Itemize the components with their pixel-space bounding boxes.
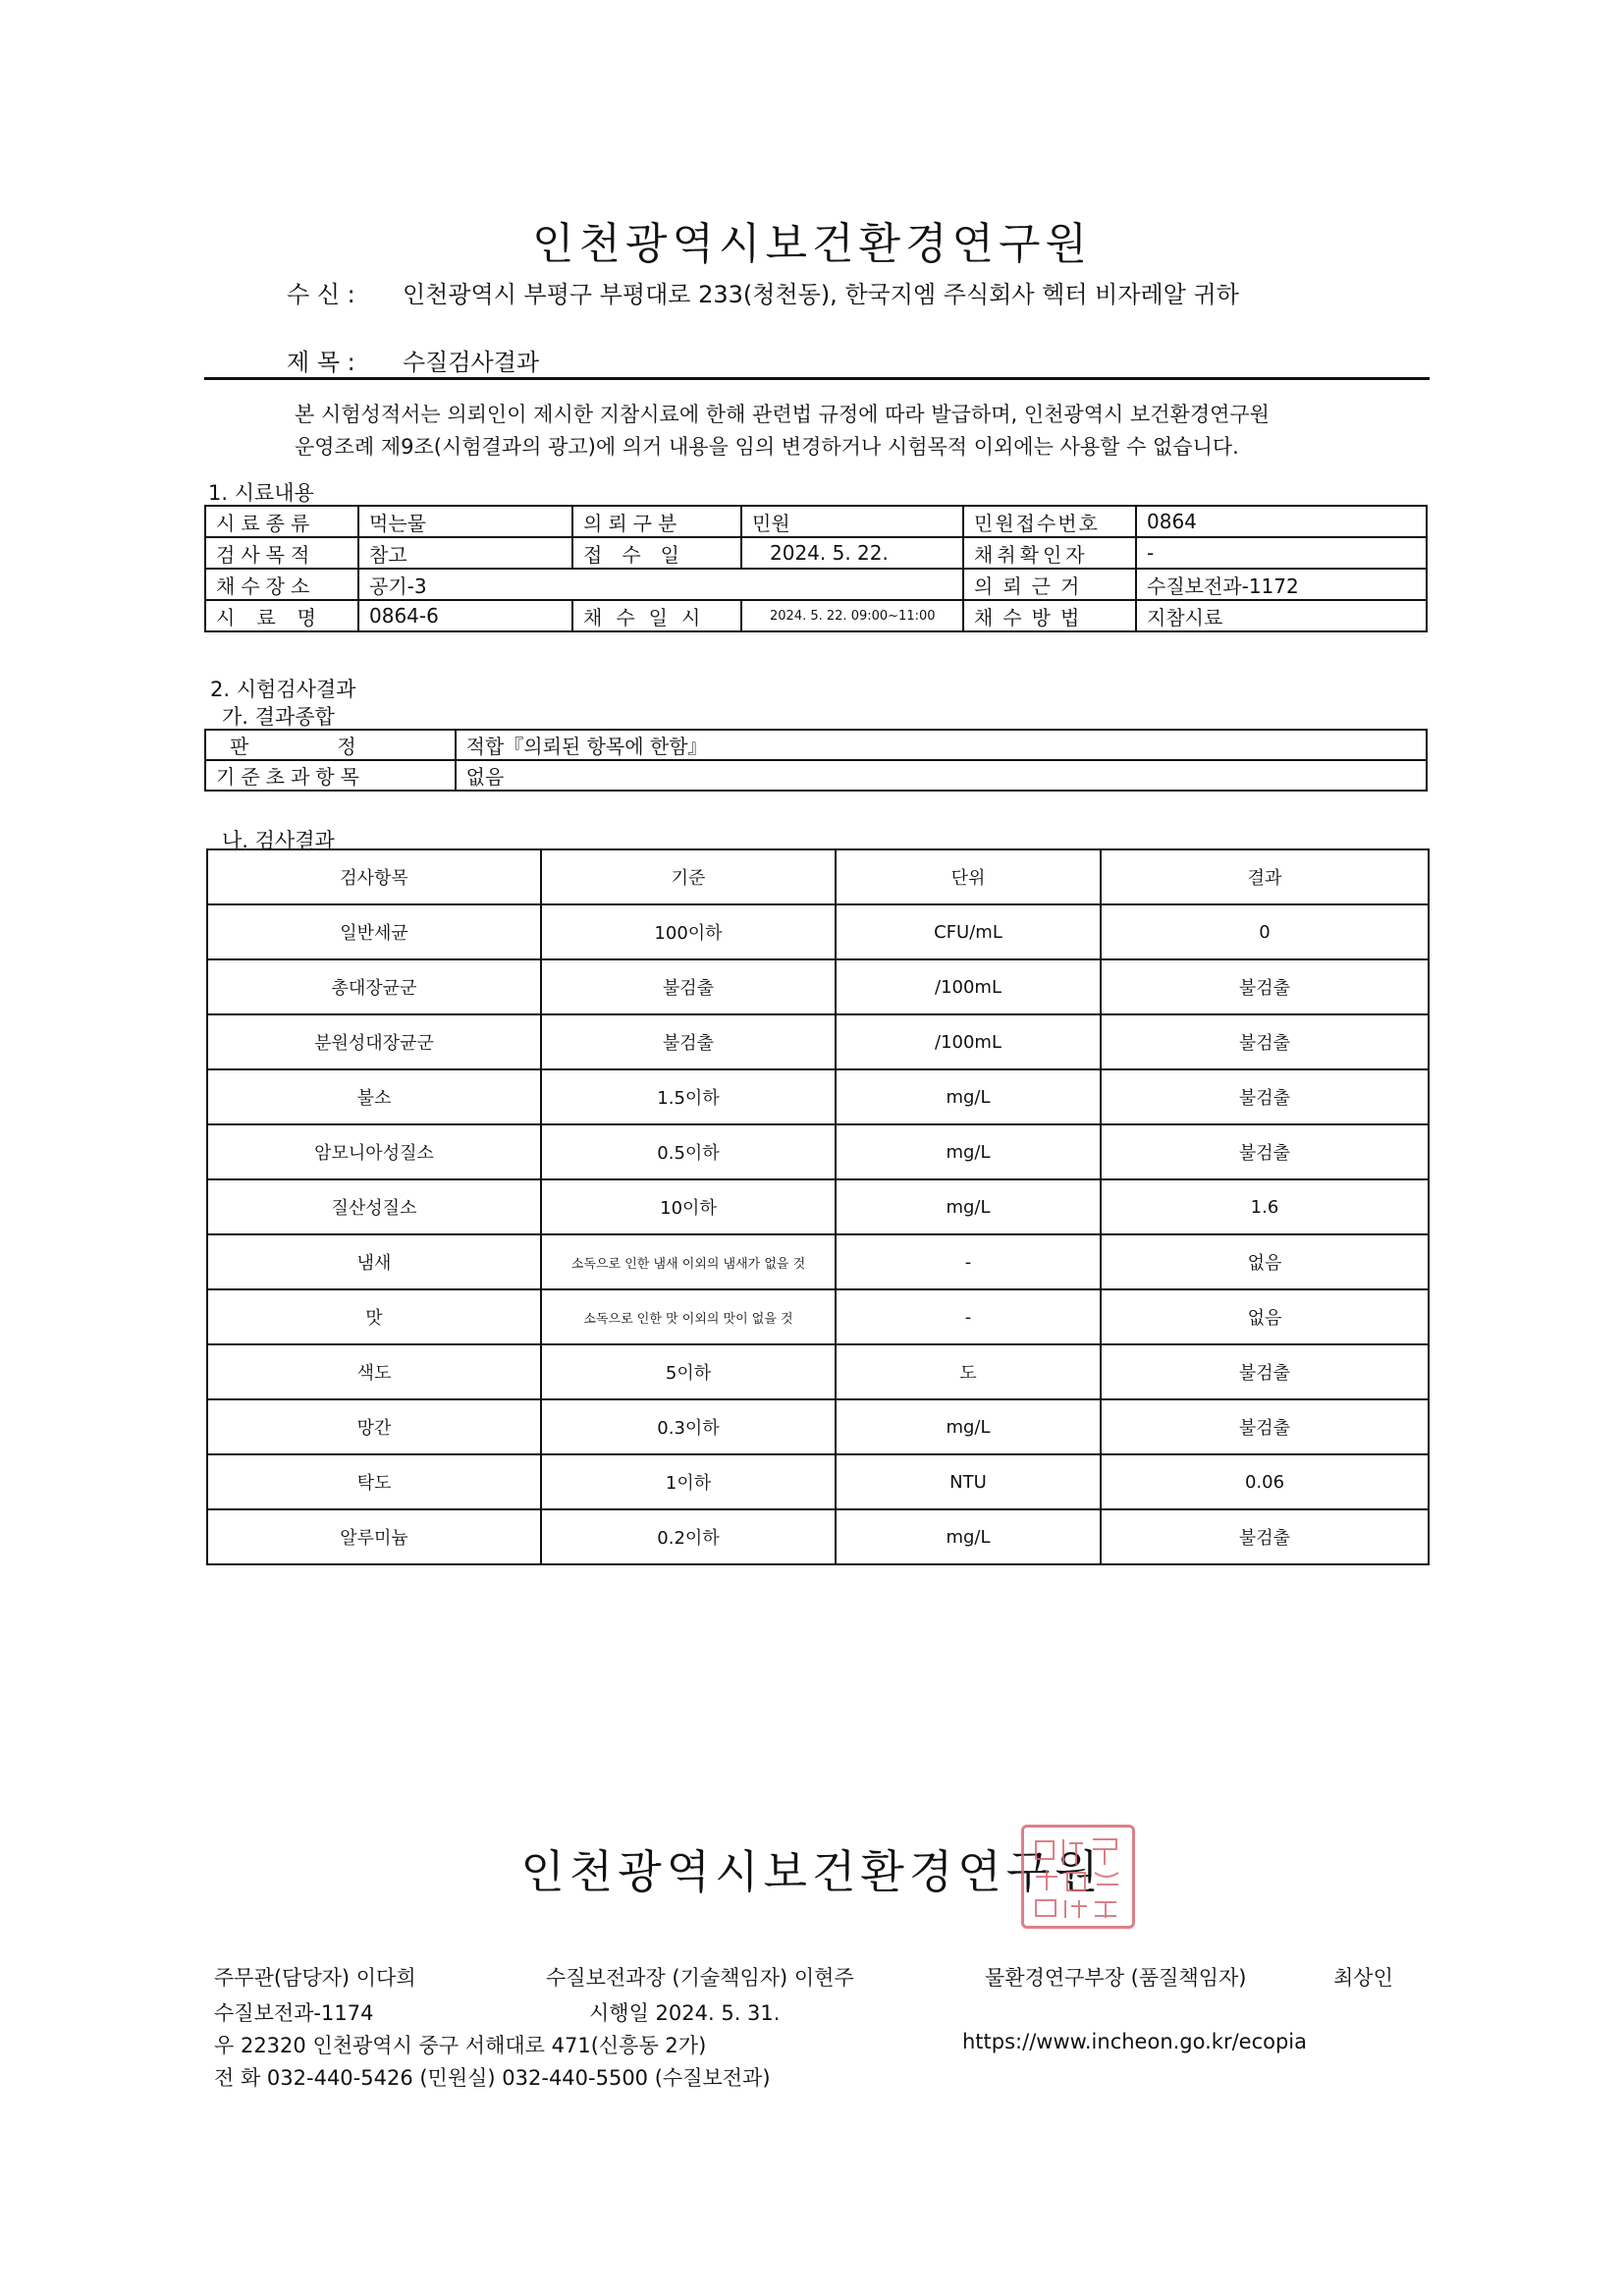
cell-item: 질산성질소 xyxy=(207,1179,541,1234)
cell-unit: - xyxy=(836,1234,1101,1289)
cell-item: 알루미늄 xyxy=(207,1509,541,1564)
summary-heading: 가. 결과종합 xyxy=(222,705,335,729)
cell-result: 없음 xyxy=(1101,1234,1429,1289)
cell-standard: 10이하 xyxy=(541,1179,836,1234)
footer-address: 우 22320 인천광역시 중구 서해대로 471(신흥동 2가) xyxy=(214,2034,707,2057)
cell-unit: /100mL xyxy=(836,959,1101,1014)
subject-value: 수질검사결과 xyxy=(403,349,540,376)
table-row xyxy=(207,1124,1429,1179)
cell-standard: 0.3이하 xyxy=(541,1399,836,1454)
cell-result: 1.6 xyxy=(1101,1179,1429,1234)
notice xyxy=(295,399,1434,464)
cell-result: 불검출 xyxy=(1101,1124,1429,1179)
footer-staff-2: 수질보전과장 (기술책임자) 이현주 xyxy=(546,1966,854,1990)
footer-docno: 수질보전과-1174 xyxy=(214,2001,374,2025)
table-row xyxy=(205,506,1427,537)
cell-result: 불검출 xyxy=(1101,1014,1429,1069)
table-row xyxy=(205,730,1427,760)
cell-label: 접수일 xyxy=(572,537,741,569)
cell-item: 냄새 xyxy=(207,1234,541,1289)
cell-label: 민원접수번호 xyxy=(963,506,1136,537)
table-row xyxy=(205,569,1427,600)
cell-label: 시료명 xyxy=(205,600,358,631)
table-row xyxy=(207,1399,1429,1454)
cell-unit: mg/L xyxy=(836,1179,1101,1234)
cell-standard: 100이하 xyxy=(541,904,836,959)
summary-value: 없음 xyxy=(456,760,1427,791)
footer-date: 시행일 2024. 5. 31. xyxy=(589,2001,781,2025)
table-row xyxy=(205,760,1427,791)
cell-item: 망간 xyxy=(207,1399,541,1454)
table-row xyxy=(207,1069,1429,1124)
cell-result: 불검출 xyxy=(1101,1344,1429,1399)
table-row xyxy=(207,959,1429,1014)
table-header-row xyxy=(207,849,1429,904)
cell-item: 색도 xyxy=(207,1344,541,1399)
cell-label: 의뢰구분 xyxy=(572,506,741,537)
results-heading: 나. 검사결과 xyxy=(222,829,335,852)
section1-heading: 1. 시료내용 xyxy=(208,481,314,505)
table-row xyxy=(207,1454,1429,1509)
cell-item: 불소 xyxy=(207,1069,541,1124)
summary-value: 적합『의뢰된 항목에 한함』 xyxy=(456,730,1427,760)
subject-divider xyxy=(204,377,1430,380)
column-header: 결과 xyxy=(1101,849,1429,904)
footer-url: https://www.incheon.go.kr/ecopia xyxy=(962,2030,1308,2053)
summary-label: 기준초과항목 xyxy=(205,760,456,791)
cell-value: 지참시료 xyxy=(1136,600,1427,631)
summary-label: 판정 xyxy=(205,730,456,760)
cell-item: 총대장균군 xyxy=(207,959,541,1014)
section2-heading: 2. 시험검사결과 xyxy=(210,678,356,701)
column-header: 기준 xyxy=(541,849,836,904)
issuer-name: 인천광역시보건환경연구원 xyxy=(520,1845,1104,1898)
cell-value: 공기-3 xyxy=(358,569,963,600)
cell-label: 채수장소 xyxy=(205,569,358,600)
cell-item: 일반세균 xyxy=(207,904,541,959)
cell-result: 0 xyxy=(1101,904,1429,959)
column-header: 검사항목 xyxy=(207,849,541,904)
cell-standard: 소독으로 인한 냄새 이외의 냄새가 없을 것 xyxy=(541,1234,836,1289)
results-table xyxy=(206,848,1430,1565)
cell-item: 암모니아성질소 xyxy=(207,1124,541,1179)
footer-staff-1: 주무관(담당자) 이다희 xyxy=(214,1966,416,1990)
cell-result: 불검출 xyxy=(1101,959,1429,1014)
cell-unit: /100mL xyxy=(836,1014,1101,1069)
cell-unit: mg/L xyxy=(836,1124,1101,1179)
table-row xyxy=(207,1344,1429,1399)
cell-value: - xyxy=(1136,537,1427,569)
cell-result: 불검출 xyxy=(1101,1509,1429,1564)
cell-value: 0864 xyxy=(1136,506,1427,537)
subject-label: 제 목 : xyxy=(287,349,355,376)
table-row xyxy=(205,600,1427,631)
table-row xyxy=(205,537,1427,569)
cell-label: 검사목적 xyxy=(205,537,358,569)
table-row xyxy=(207,1014,1429,1069)
notice-line: 운영조례 제9조(시험결과의 광고)에 의거 내용을 임의 변경하거나 시험목적 이외에는 사용할 수 없습니다. xyxy=(295,435,1239,459)
table-row xyxy=(207,1289,1429,1344)
cell-standard: 불검출 xyxy=(541,959,836,1014)
cell-label: 시료종류 xyxy=(205,506,358,537)
notice-line: 본 시험성적서는 의뢰인이 제시한 지참시료에 한해 관련법 규정에 따라 발급하며, 인천광역시 보건환경연구원 xyxy=(295,403,1270,426)
cell-standard: 1이하 xyxy=(541,1454,836,1509)
cell-value: 민원 xyxy=(741,506,963,537)
footer-phone: 전 화 032-440-5426 (민원실) 032-440-5500 (수질보전과) xyxy=(214,2066,771,2090)
cell-unit: 도 xyxy=(836,1344,1101,1399)
cell-label: 의뢰근거 xyxy=(963,569,1136,600)
page-title: 인천광역시보건환경연구원 xyxy=(531,219,1093,269)
cell-label: 채수일시 xyxy=(572,600,741,631)
cell-standard: 1.5이하 xyxy=(541,1069,836,1124)
cell-standard: 0.5이하 xyxy=(541,1124,836,1179)
cell-standard: 소독으로 인한 맛 이외의 맛이 없을 것 xyxy=(541,1289,836,1344)
cell-result: 없음 xyxy=(1101,1289,1429,1344)
table-row xyxy=(207,1179,1429,1234)
summary-table xyxy=(204,729,1428,792)
cell-result: 불검출 xyxy=(1101,1399,1429,1454)
cell-value: 먹는물 xyxy=(358,506,572,537)
cell-label: 채취확인자 xyxy=(963,537,1136,569)
cell-standard: 불검출 xyxy=(541,1014,836,1069)
cell-value: 수질보전과-1172 xyxy=(1136,569,1427,600)
column-header: 단위 xyxy=(836,849,1101,904)
cell-value: 2024. 5. 22. xyxy=(741,537,963,569)
sample-info-table xyxy=(204,505,1428,632)
cell-unit: mg/L xyxy=(836,1399,1101,1454)
cell-unit: NTU xyxy=(836,1454,1101,1509)
cell-unit: - xyxy=(836,1289,1101,1344)
cell-standard: 5이하 xyxy=(541,1344,836,1399)
cell-unit: CFU/mL xyxy=(836,904,1101,959)
recipient-label: 수 신 : xyxy=(287,281,355,308)
cell-label: 채수방법 xyxy=(963,600,1136,631)
table-row xyxy=(207,904,1429,959)
recipient-value: 인천광역시 부평구 부평대로 233(청천동), 한국지엠 주식회사 헥터 비자레알 귀하 xyxy=(403,281,1239,308)
cell-value: 2024. 5. 22. 09:00~11:00 xyxy=(741,600,963,631)
footer-staff-3-name: 최상인 xyxy=(1333,1966,1393,1990)
cell-value: 참고 xyxy=(358,537,572,569)
cell-item: 맛 xyxy=(207,1289,541,1344)
table-row xyxy=(207,1234,1429,1289)
cell-standard: 0.2이하 xyxy=(541,1509,836,1564)
cell-item: 탁도 xyxy=(207,1454,541,1509)
cell-result: 불검출 xyxy=(1101,1069,1429,1124)
footer-staff-3: 물환경연구부장 (품질책임자) xyxy=(985,1966,1247,1990)
table-row xyxy=(207,1509,1429,1564)
cell-unit: mg/L xyxy=(836,1509,1101,1564)
cell-value: 0864-6 xyxy=(358,600,572,631)
cell-result: 0.06 xyxy=(1101,1454,1429,1509)
cell-item: 분원성대장균군 xyxy=(207,1014,541,1069)
official-seal-icon xyxy=(1021,1825,1135,1929)
cell-unit: mg/L xyxy=(836,1069,1101,1124)
